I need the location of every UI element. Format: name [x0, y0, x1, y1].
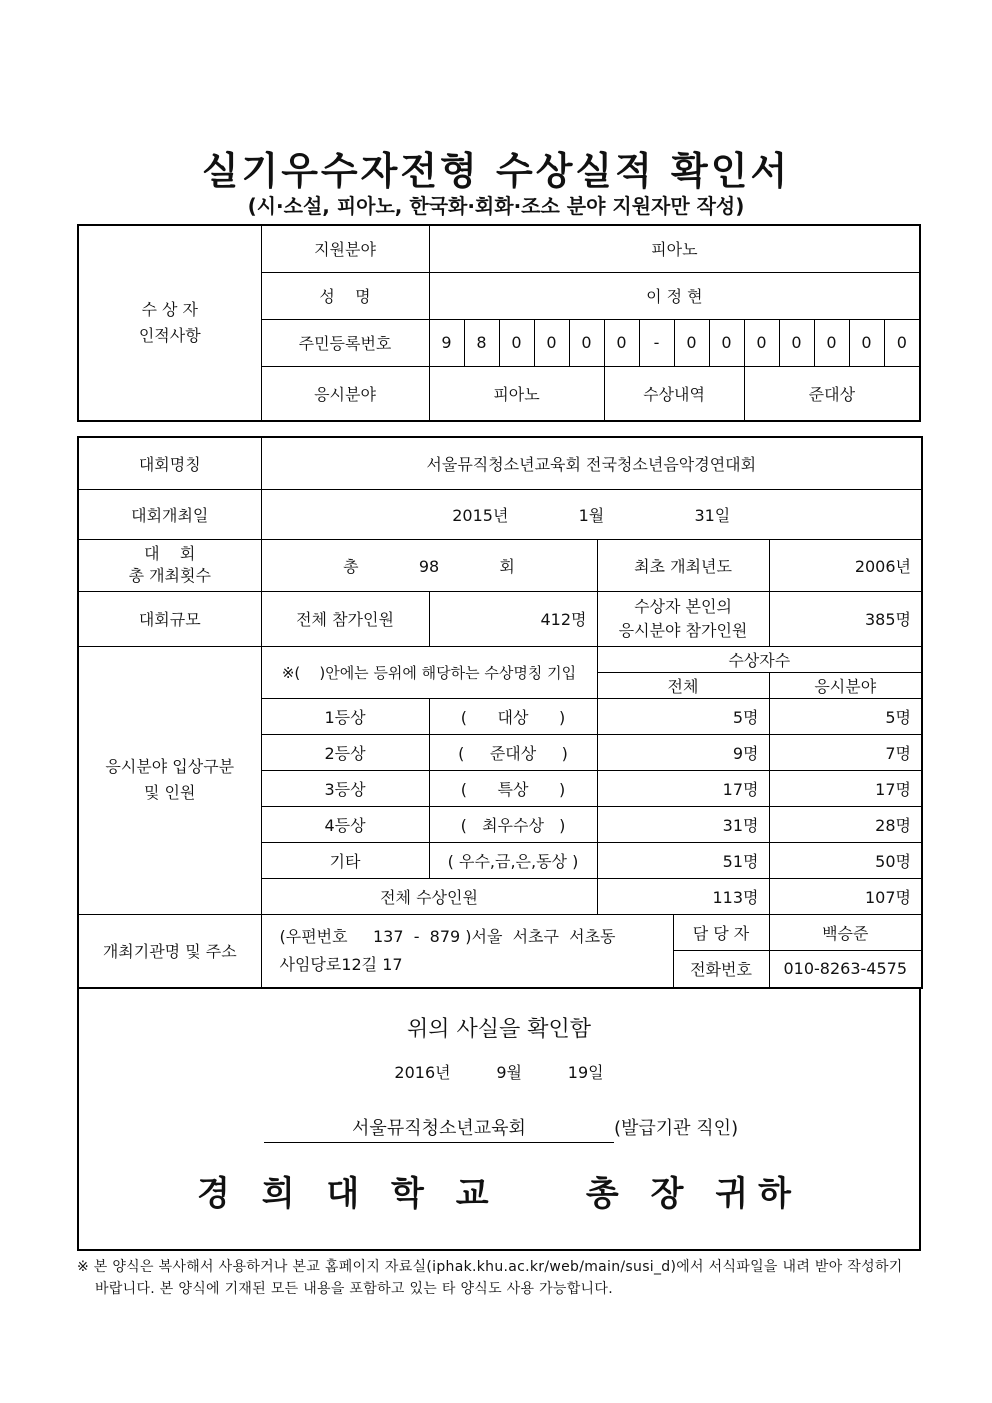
- contest-count-suffix: 회: [499, 556, 515, 576]
- awards-section-label-line-2: 및 인원: [144, 783, 196, 802]
- rrn-digit: 8: [464, 319, 499, 366]
- awards-sum-label: 전체 수상인원: [261, 878, 597, 914]
- contest-date-label: 대회개최일: [78, 489, 261, 539]
- contest-date-day: 31일: [694, 505, 731, 525]
- rrn-digit: 0: [814, 319, 849, 366]
- applicant-section-label-line-1: 수 상 자: [141, 300, 199, 319]
- field-participants-label: [597, 591, 769, 646]
- contest-date-value: [261, 489, 922, 539]
- award-total: 31명: [597, 806, 769, 842]
- contest-count-value: [261, 539, 597, 591]
- award-total: 51명: [597, 842, 769, 878]
- host-address-line-2: 사임당로12길 17: [279, 954, 403, 974]
- rrn-digit: 0: [534, 319, 569, 366]
- field-header: 응시분야: [769, 672, 922, 698]
- page-subtitle: (시·소설, 피아노, 한국화·회화·조소 분야 지원자만 작성): [247, 194, 745, 218]
- rrn-digit: 0: [744, 319, 779, 366]
- rrn-digit: 9: [429, 319, 464, 366]
- exam-field-value: 피아노: [429, 366, 604, 421]
- first-year-value: 2006년: [769, 539, 922, 591]
- contest-count-label-line-1: 대 회: [144, 544, 196, 563]
- field-participants-label-line-1: 수상자 본인의: [634, 596, 732, 616]
- awards-section-label: [78, 646, 261, 914]
- contact-label: 담 당 자: [673, 914, 769, 950]
- contest-date-year: 2015년: [452, 505, 509, 525]
- contest-count-number: 98: [418, 556, 440, 576]
- host-address-line-1: (우편번호 137 - 879 )서울 서초구 서초동: [279, 926, 616, 946]
- rrn-digit: 0: [674, 319, 709, 366]
- award-field: 17명: [769, 770, 922, 806]
- issuer-name: 서울뮤직청소년교육회: [264, 1114, 614, 1143]
- awards-note: ※( )안에는 등위에 해당하는 수상명칭 기입: [261, 646, 597, 698]
- applicant-section-label: [78, 225, 261, 421]
- award-field: 28명: [769, 806, 922, 842]
- applicant-table: [77, 224, 921, 422]
- award-name: ( 특상 ): [429, 770, 597, 806]
- award-field: 5명: [769, 698, 922, 734]
- field-value: 피아노: [429, 225, 920, 272]
- award-field: 7명: [769, 734, 922, 770]
- exam-field-label: 응시분야: [261, 366, 429, 421]
- award-rank: 1등상: [261, 698, 429, 734]
- award-rank: 4등상: [261, 806, 429, 842]
- award-name: ( 최우수상 ): [429, 806, 597, 842]
- rrn-digit: 0: [604, 319, 639, 366]
- rrn-digit: 0: [884, 319, 920, 366]
- phone-label: 전화번호: [673, 950, 769, 988]
- confirmation-text: 위의 사실을 확인함: [406, 1017, 591, 1042]
- award-rank: 3등상: [261, 770, 429, 806]
- contact-value: 백승준: [769, 914, 922, 950]
- awards-sum-total: 113명: [597, 878, 769, 914]
- award-rank: 기타: [261, 842, 429, 878]
- awards-sum-field: 107명: [769, 878, 922, 914]
- award-total: 5명: [597, 698, 769, 734]
- award-total: 9명: [597, 734, 769, 770]
- field-label: 지원분야: [261, 225, 429, 272]
- total-participants-value: 412명: [429, 591, 597, 646]
- issuer-seal-note: (발급기관 직인): [614, 1118, 739, 1139]
- confirmation-date: 2016년 9월 19일: [394, 1063, 604, 1082]
- award-label: 수상내역: [604, 366, 744, 421]
- first-year-label: 최초 개최년도: [597, 539, 769, 591]
- confirmation-box: [77, 988, 921, 1251]
- rrn-digit: 0: [709, 319, 744, 366]
- rrn-digit: 0: [779, 319, 814, 366]
- award-value: 준대상: [744, 366, 920, 421]
- contest-date-month: 1월: [578, 505, 605, 525]
- contest-count-label-line-2: 총 개최횟수: [128, 566, 211, 585]
- addressee: 경 희 대 학 교 총 장 귀하: [197, 1174, 801, 1214]
- award-name: ( 대상 ): [429, 698, 597, 734]
- total-header: 전체: [597, 672, 769, 698]
- rrn-digit: 0: [849, 319, 884, 366]
- award-name: ( 우수,금,은,동상 ): [429, 842, 597, 878]
- page-title: 실기우수자전형 수상실적 확인서: [201, 149, 791, 193]
- footnote: [77, 1256, 927, 1300]
- rrn-label: 주민등록번호: [261, 319, 429, 366]
- field-participants-label-line-2: 응시분야 참가인원: [618, 620, 748, 640]
- rrn-digit: 0: [569, 319, 604, 366]
- applicant-section-label-line-2: 인적사항: [138, 326, 201, 345]
- footnote-line-1: ※ 본 양식은 복사해서 사용하거나 본교 홈페이지 자료실(iphak.khu.ac.kr/web/main/susi_d)에서 서식파일을 내려 받아 작성하기: [77, 1259, 903, 1275]
- field-participants-value: 385명: [769, 591, 922, 646]
- contest-count-label: [78, 539, 261, 591]
- rrn-separator: -: [639, 319, 674, 366]
- footnote-line-2: 바랍니다. 본 양식에 기재된 모든 내용을 포함하고 있는 타 양식도 사용 가능합니다.: [95, 1281, 613, 1297]
- contest-name-value: 서울뮤직청소년교육회 전국청소년음악경연대회: [261, 437, 922, 489]
- awards-section-label-line-1: 응시분야 입상구분: [105, 757, 235, 776]
- total-participants-label: 전체 참가인원: [261, 591, 429, 646]
- contest-table: [77, 436, 923, 989]
- award-rank: 2등상: [261, 734, 429, 770]
- host-address: [261, 914, 673, 988]
- contest-name-label: 대회명칭: [78, 437, 261, 489]
- name-label: 성 명: [261, 272, 429, 319]
- winners-header: 수상자수: [597, 646, 922, 672]
- scale-label: 대회규모: [78, 591, 261, 646]
- contest-count-prefix: 총: [343, 556, 359, 576]
- award-total: 17명: [597, 770, 769, 806]
- name-value: 이 정 현: [429, 272, 920, 319]
- award-name: ( 준대상 ): [429, 734, 597, 770]
- host-label: 개최기관명 및 주소: [78, 914, 261, 988]
- award-field: 50명: [769, 842, 922, 878]
- phone-value: 010-8263-4575: [769, 950, 922, 988]
- rrn-digit: 0: [499, 319, 534, 366]
